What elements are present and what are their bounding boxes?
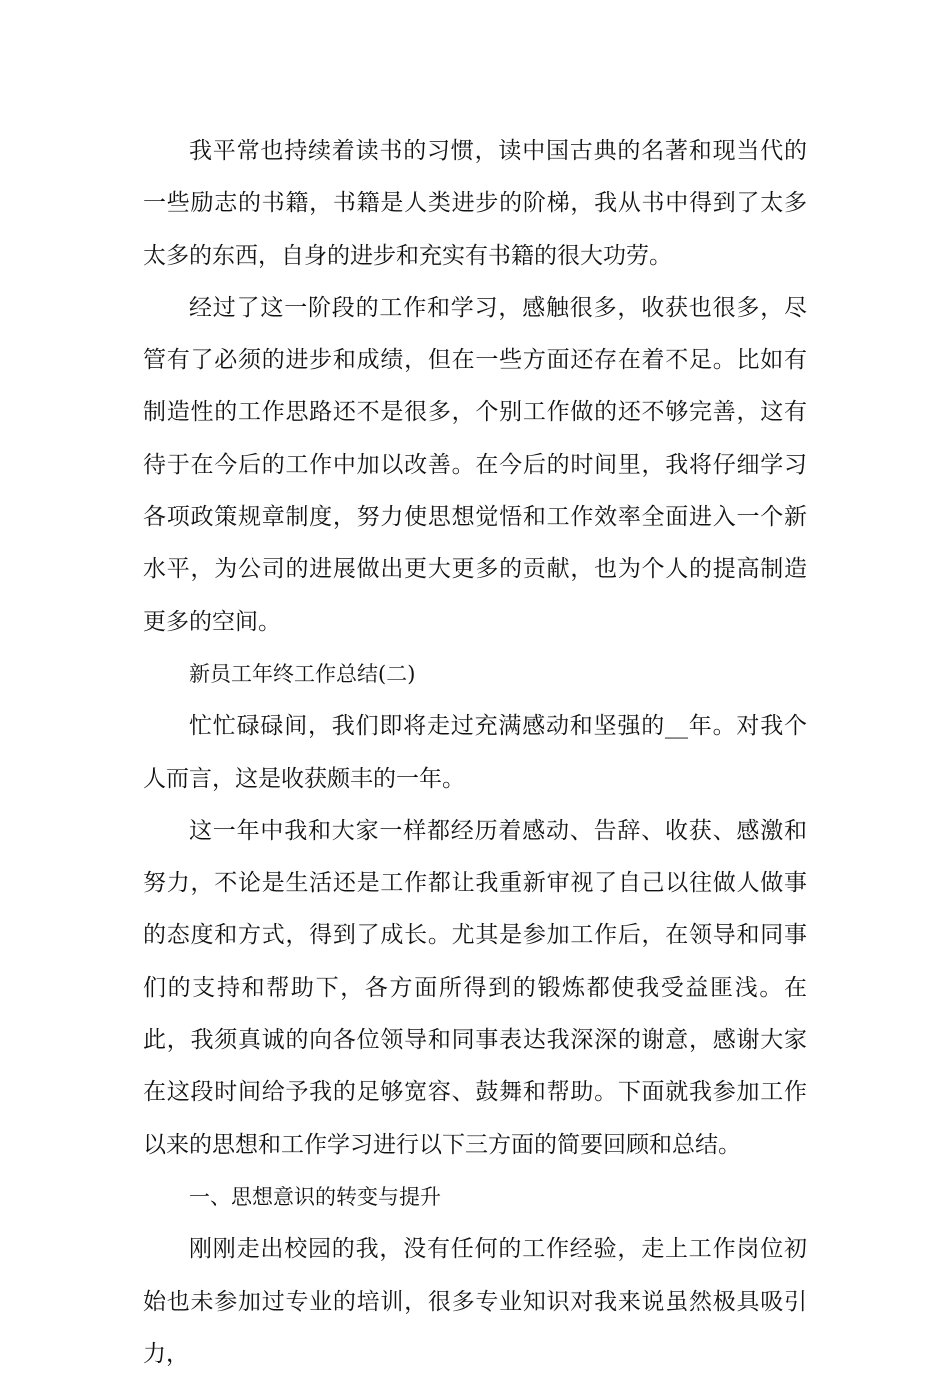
paragraph-reading-habit: 我平常也持续着读书的习惯，读中国古典的名著和现当代的一些励志的书籍，书籍是人类进步的阶梯，我从书中得到了太多太多的东西，自身的进步和充实有书籍的很大功劳。: [143, 138, 807, 269]
document-body: [143, 125, 807, 1380]
paragraph-year-intro: 忙忙碌碌间，我们即将走过充满感动和坚强的__年。对我个人而言，这是收获颇丰的一年。: [143, 713, 807, 792]
section-heading-mindset: 一、思想意识的转变与提升: [189, 1184, 441, 1209]
paragraph-gratitude: 这一年中我和大家一样都经历着感动、告辞、收获、感激和努力，不论是生活还是工作都让我重新审视了自己以往做人做事的态度和方式，得到了成长。尤其是参加工作后，在领导和同事们的支持和帮助下，各方面所得到的锻炼都使我受益匪浅。在此，我须真诚的向各位领导和同事表达我深深的谢意，感谢大家在这段时间给予我的足够宽容、鼓舞和帮助。下面就我参加工作以来的思想和工作学习进行以下三方面的简要回顾和总结。: [143, 817, 807, 1158]
section-title-summary-two: 新员工年终工作总结(二): [189, 661, 416, 686]
paragraph-reflection: 经过了这一阶段的工作和学习，感触很多，收获也很多，尽管有了必须的进步和成绩，但在一些方面还存在着不足。比如有制造性的工作思路还不是很多，个别工作做的还不够完善，这有待于在今后的工作中加以改善。在今后的时间里，我将仔细学习各项政策规章制度，努力使思想觉悟和工作效率全面进入一个新水平，为公司的进展做出更大更多的贡献，也为个人的提高制造更多的空间。: [143, 294, 807, 635]
paragraph-fresh-graduate: 刚刚走出校园的我，没有任何的工作经验，走上工作岗位初始也未参加过专业的培训，很多专业知识对我来说虽然极具吸引力，: [143, 1236, 807, 1367]
